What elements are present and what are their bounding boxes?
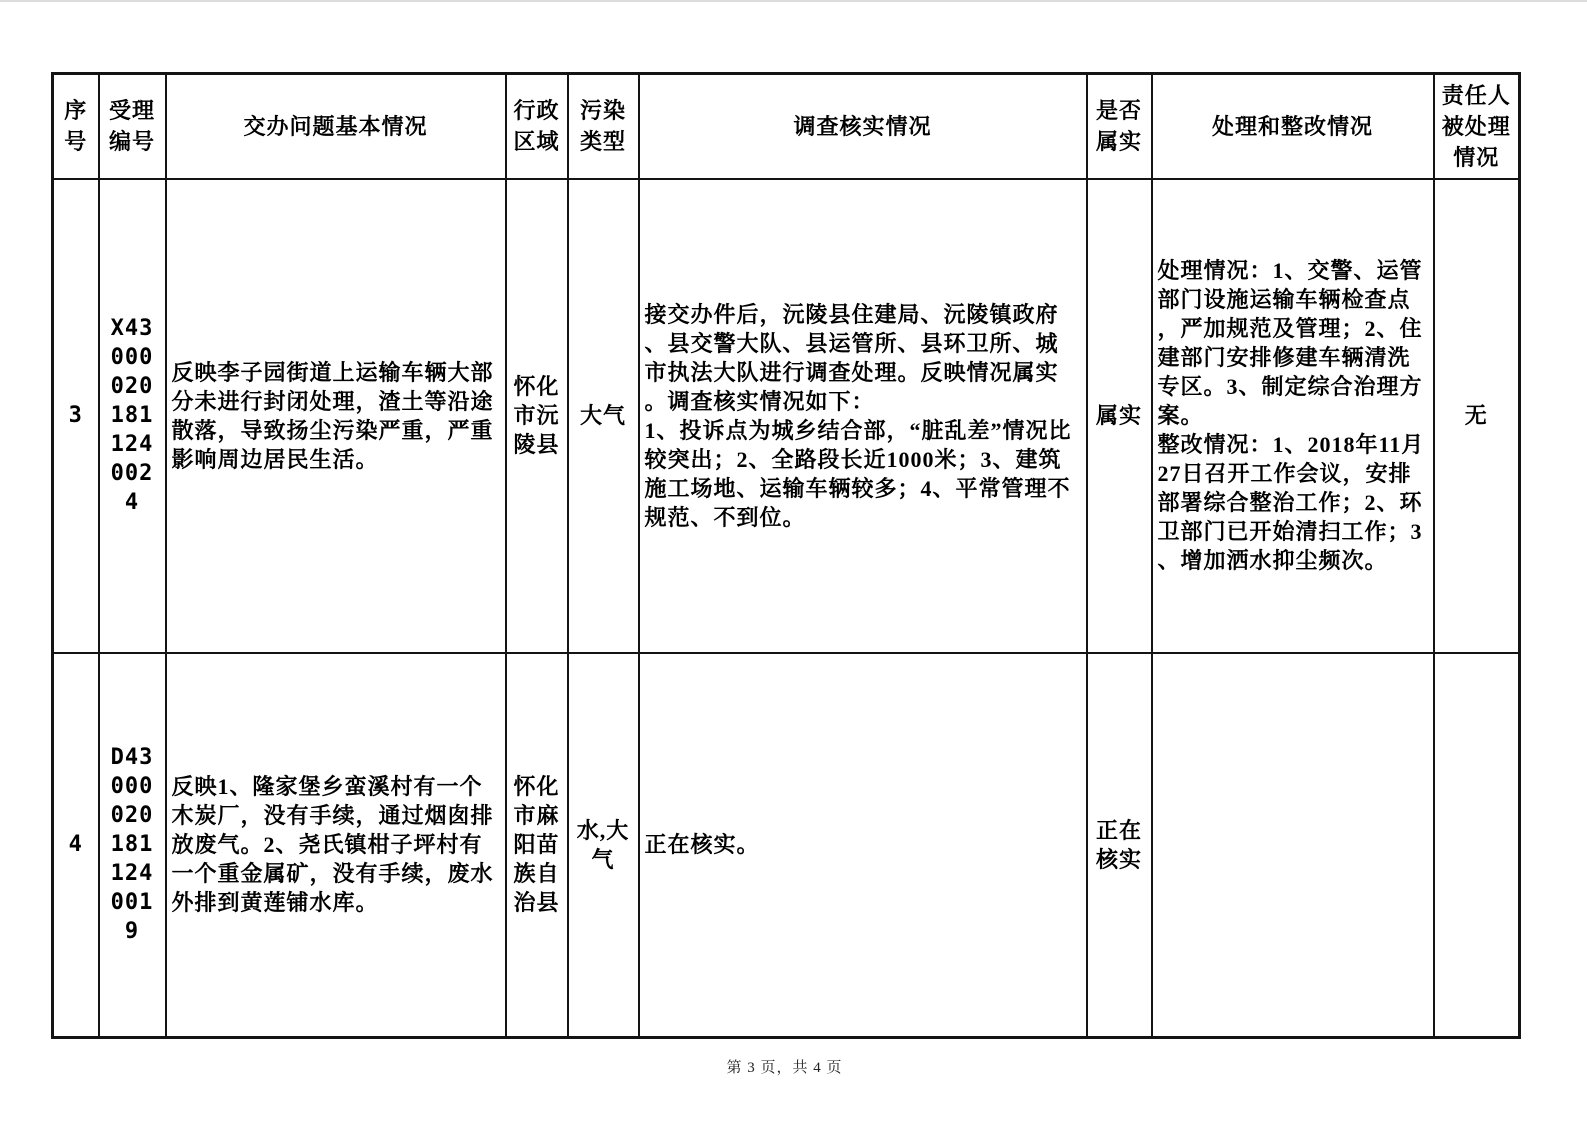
header-investigation: 调查核实情况 — [639, 74, 1087, 179]
page-number-footer: 第 3 页，共 4 页 — [726, 1060, 843, 1076]
cell-problem: 反映李子园街道上运输车辆大部分未进行封闭处理，渣土等沿途散落，导致扬尘污染严重，严重影响周边居民生活。 — [166, 179, 506, 653]
cell-seq: 3 — [53, 179, 99, 653]
cell-case-no: X430000201811240024 — [99, 179, 166, 653]
header-verified: 是否属实 — [1087, 74, 1152, 179]
cell-verified: 属实 — [1087, 179, 1152, 653]
investigation-paragraph: 正在核实。 — [644, 832, 760, 858]
cell-investigation — [639, 179, 1087, 653]
header-seq: 序号 — [53, 74, 99, 179]
table-row — [53, 179, 1520, 653]
rectification-paragraph — [1158, 430, 1428, 575]
table-row — [53, 653, 1520, 1038]
header-region: 行政区域 — [506, 74, 568, 179]
cell-case-no: D430000201811240019 — [99, 653, 166, 1038]
scan-edge-artifact — [0, 0, 1587, 2]
cell-verified: 正在核实 — [1087, 653, 1152, 1038]
header-case-no: 受理编号 — [99, 74, 166, 179]
cell-handling — [1152, 653, 1434, 1038]
rectification-label: 整改情况： — [1157, 432, 1273, 457]
cell-region: 怀化市沅陵县 — [506, 179, 568, 653]
header-problem: 交办问题基本情况 — [166, 74, 506, 179]
handling-text: 1、交警、运管部门设施运输车辆检查点，严加规范及管理；2、住建部门安排修建车辆清洗专区。3、制定综合治理方案。 — [1157, 258, 1423, 428]
investigation-paragraph: 接交办件后，沅陵县住建局、沅陵镇政府、县交警大队、县运管所、县环卫所、城市执法大队进行调查处理。反映情况属实。调查核实情况如下： — [644, 301, 1059, 414]
cell-investigation — [639, 653, 1087, 1038]
header-responsible: 责任人被处理情况 — [1434, 74, 1520, 179]
handling-label: 处理情况： — [1157, 258, 1273, 283]
rectification-text: 1、2018年11月27日召开工作会议，安排部署综合整治工作；2、环卫部门已开始清扫工作；3、增加洒水抑尘频次。 — [1157, 432, 1425, 573]
cell-responsible — [1434, 653, 1520, 1038]
cell-pollution-type: 大气 — [568, 179, 639, 653]
cell-handling — [1152, 179, 1434, 653]
cell-problem: 反映1、隆家堡乡蛮溪村有一个木炭厂，没有手续，通过烟囱排放废气。2、尧氏镇柑子坪村有一个重金属矿，没有手续，废水外排到黄莲铺水库。 — [166, 653, 506, 1038]
complaint-handling-table — [51, 72, 1521, 1039]
header-pollution-type: 污染类型 — [568, 74, 639, 179]
header-row — [53, 74, 1520, 179]
cell-region: 怀化市麻阳苗族自治县 — [506, 653, 568, 1038]
investigation-paragraph: 1、投诉点为城乡结合部，“脏乱差”情况比较突出；2、全路段长近1000米；3、建筑施工场地、运输车辆较多；4、平常管理不规范、不到位。 — [644, 417, 1072, 530]
cell-pollution-type: 水,大气 — [568, 653, 639, 1038]
cell-seq: 4 — [53, 653, 99, 1038]
handling-paragraph — [1158, 256, 1428, 430]
header-handling: 处理和整改情况 — [1152, 74, 1434, 179]
cell-responsible: 无 — [1434, 179, 1520, 653]
